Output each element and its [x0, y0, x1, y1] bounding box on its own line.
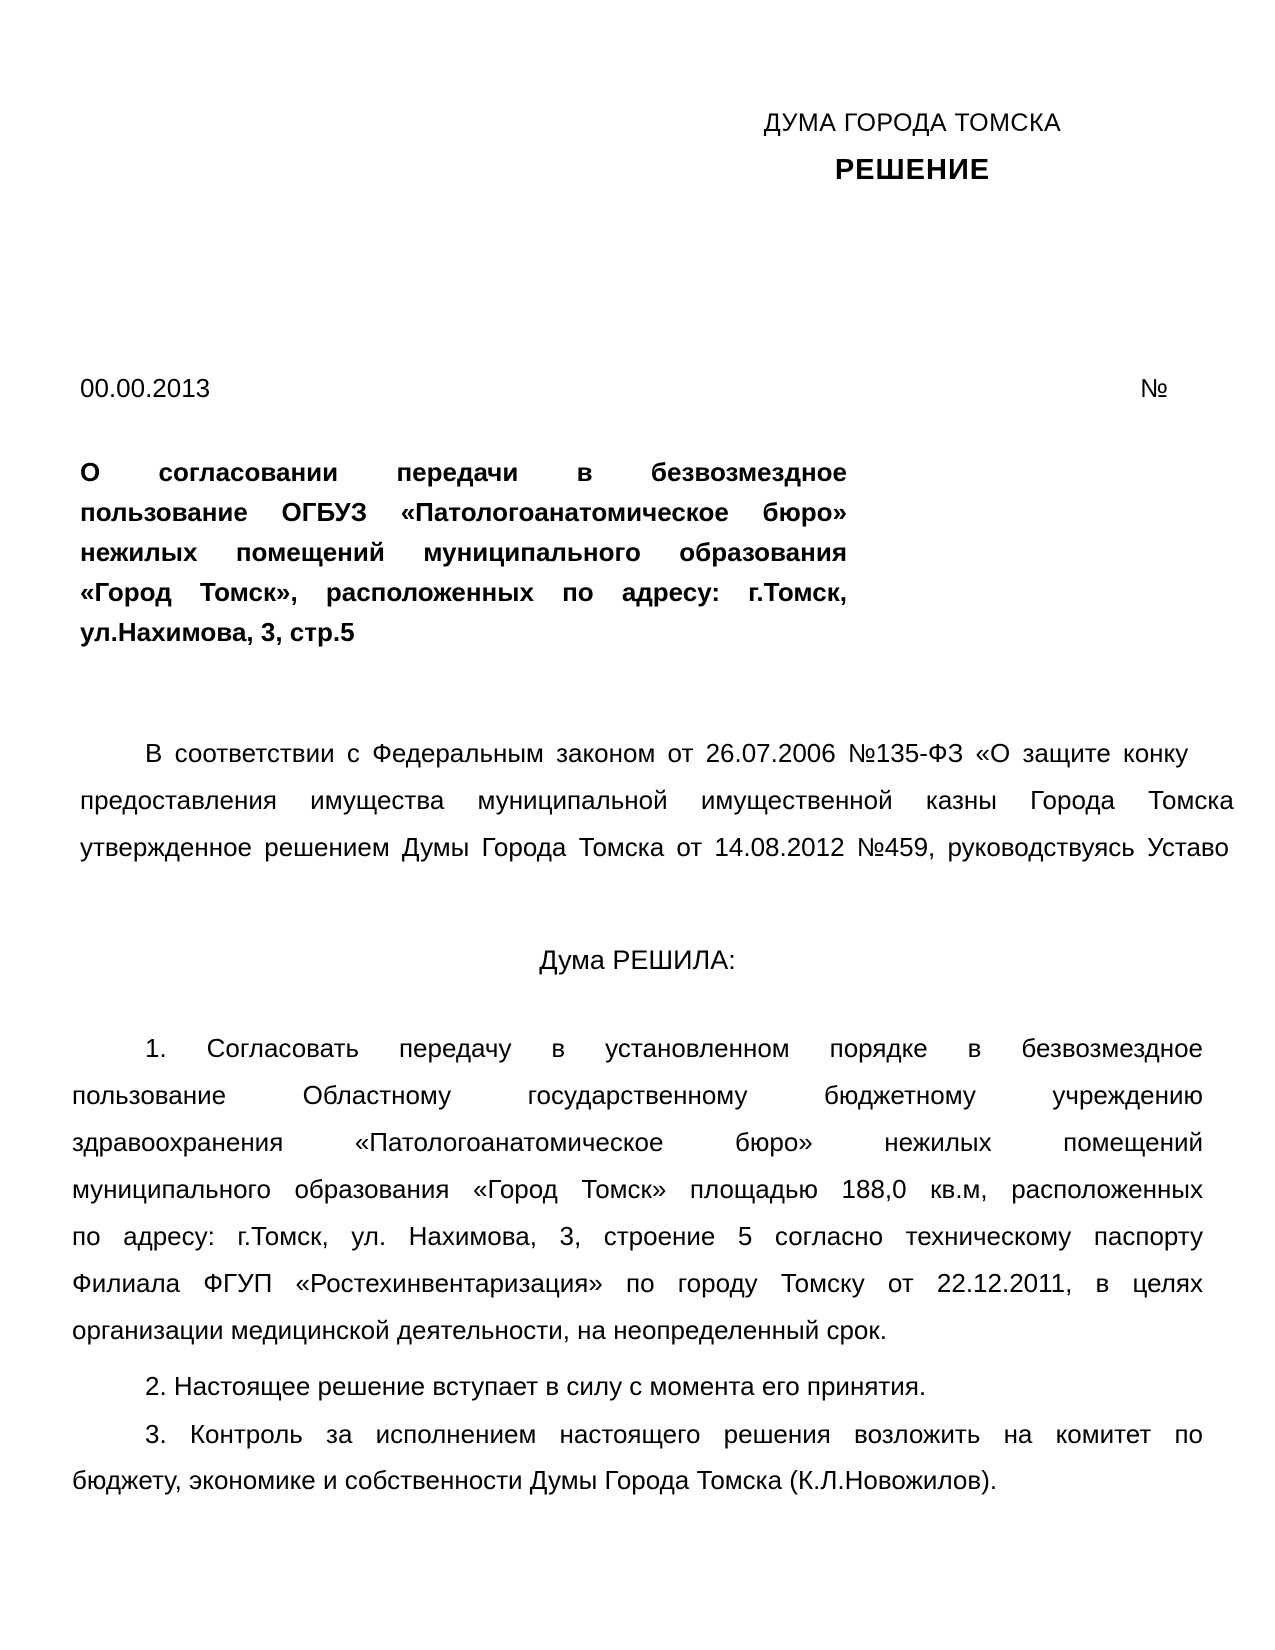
intro-line: В соответствии с Федеральным законом от 26.07.2006 №135-ФЗ «О защите конку — [145, 738, 1189, 768]
resolution-item-3 — [72, 1411, 1203, 1503]
resolution-item-1 — [72, 1025, 1203, 1354]
resolution-item-line: бюджету, экономике и собственности Думы Города Томска (К.Л.Новожилов). — [72, 1465, 998, 1495]
document-type-heading: РЕШЕНИЕ — [834, 154, 991, 186]
resolution-item-line: 2. Настоящее решение вступает в силу с момента его принятия. — [145, 1371, 927, 1401]
date-number-row — [0, 372, 1275, 412]
document-date: 00.00.2013 — [80, 373, 211, 403]
resolution-item-line: муниципального образования «Город Томск» площадью 188,0 кв.м, расположенных — [72, 1174, 1203, 1204]
resolution-item-line: Филиала ФГУП «Ростехинвентаризация» по городу Томску от 22.12.2011, в целях — [72, 1268, 1203, 1298]
intro-paragraph — [80, 730, 1275, 871]
intro-line: утвержденное решением Думы Города Томска от 14.08.2012 №459, руководствуясь Уставо — [80, 832, 1229, 862]
resolution-item-2 — [72, 1363, 1203, 1410]
doc-title-line: ул.Нахимова, 3, стр.5 — [80, 617, 355, 647]
document-title — [80, 452, 847, 652]
document-number-sign: № — [1140, 373, 1168, 403]
intro-line: предоставления имущества муниципальной имущественной казны Города Томска — [80, 785, 1234, 815]
doc-title-line: нежилых помещений муниципального образования — [80, 537, 847, 567]
resolution-item-line: по адресу: г.Томск, ул. Нахимова, 3, строение 5 согласно техническому паспорту — [72, 1221, 1203, 1251]
resolution-item-line: 3. Контроль за исполнением настоящего решения возложить на комитет по — [145, 1419, 1203, 1449]
resolution-heading: Дума РЕШИЛА: — [539, 945, 736, 975]
doc-title-line: пользование ОГБУЗ «Патологоанатомическое бюро» — [80, 497, 847, 527]
doc-title-line: «Город Томск», расположенных по адресу: г.Томск, — [80, 577, 847, 607]
doc-title-line: О согласовании передачи в безвозмездное — [80, 457, 847, 487]
resolution-item-line: здравоохранения «Патологоанатомическое бюро» нежилых помещений — [72, 1127, 1203, 1157]
resolution-item-line: организации медицинской деятельности, на неопределенный срок. — [72, 1315, 887, 1345]
organization-name: ДУМА ГОРОДА ТОМСКА — [763, 109, 1062, 137]
resolution-item-line: пользование Областному государственному бюджетному учреждению — [72, 1080, 1203, 1110]
letterhead — [550, 108, 1275, 188]
resolution-item-line: 1. Согласовать передачу в установленном порядке в безвозмездное — [145, 1033, 1203, 1063]
